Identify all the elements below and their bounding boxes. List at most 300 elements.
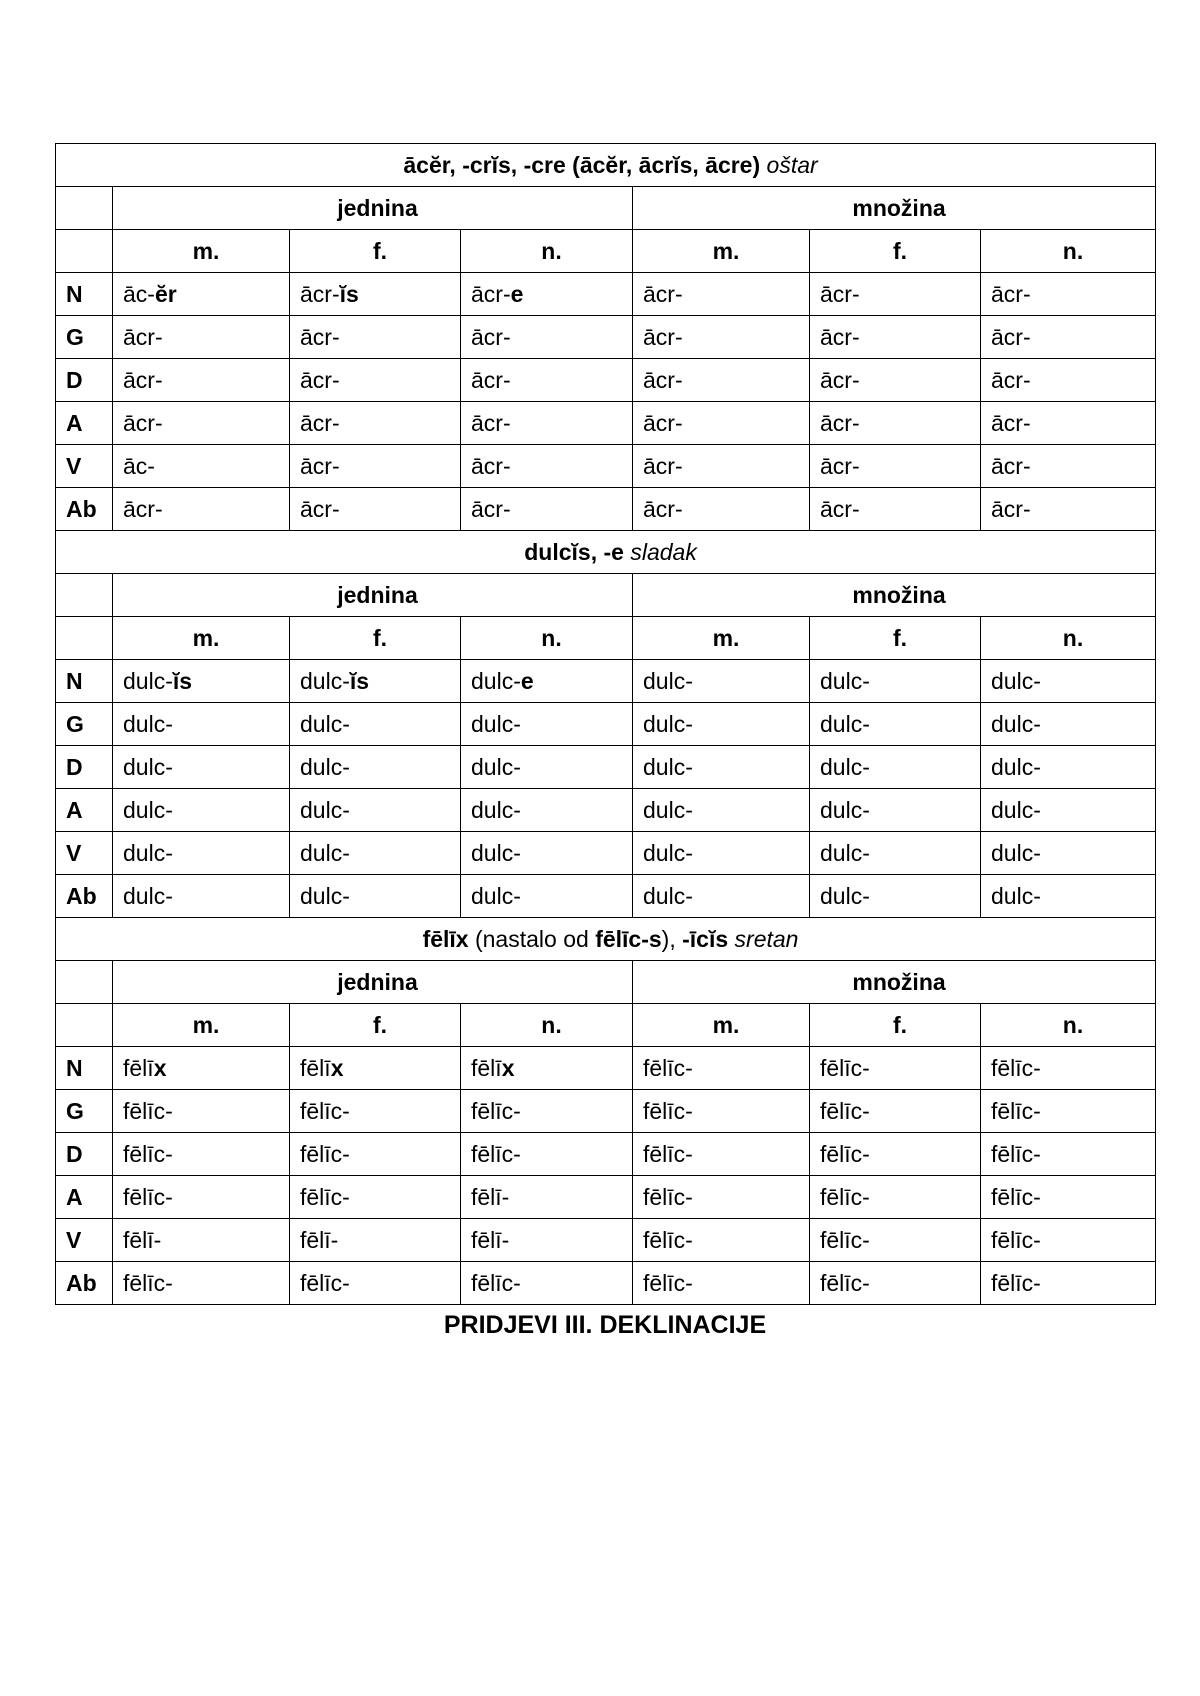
form-cell: [290, 789, 461, 832]
form-cell: [981, 660, 1156, 703]
form-part: fēlīc-: [643, 1269, 693, 1296]
form-part: fēlī-: [300, 1226, 339, 1253]
adjective-title: [56, 531, 1156, 574]
form-part: fēlīc-: [820, 1226, 870, 1253]
gender-header: m.: [633, 617, 810, 660]
form-part: fēlīc-: [471, 1097, 521, 1124]
title-part: fēlīx: [422, 925, 469, 952]
form-cell: [461, 703, 633, 746]
case-label: V: [56, 1219, 113, 1262]
form-part: dulc-: [820, 667, 870, 694]
form-cell: [113, 875, 290, 918]
form-cell: [810, 789, 981, 832]
gender-header: m.: [113, 230, 290, 273]
form-part: ĭs: [172, 667, 193, 694]
form-cell: [290, 1090, 461, 1133]
number-header: množina: [633, 961, 1156, 1004]
gender-header-row: [56, 617, 1156, 660]
case-row: [56, 1262, 1156, 1305]
form-cell: [290, 1047, 461, 1090]
form-cell: [461, 660, 633, 703]
form-cell: [810, 875, 981, 918]
form-cell: [290, 1219, 461, 1262]
form-part: ācr-: [820, 452, 860, 479]
form-cell: [810, 316, 981, 359]
form-part: ācr-: [471, 409, 511, 436]
number-header: jednina: [113, 187, 633, 230]
form-part: ĭs: [349, 667, 370, 694]
page-caption: PRIDJEVI III. DEKLINACIJE: [443, 1311, 767, 1339]
form-part: fēlī-: [123, 1226, 162, 1253]
case-row: [56, 660, 1156, 703]
case-label: A: [56, 402, 113, 445]
form-part: dulc-: [991, 796, 1041, 823]
form-part: fēlī-: [471, 1226, 510, 1253]
form-cell: [633, 402, 810, 445]
form-part: fēlīc-: [820, 1140, 870, 1167]
form-cell: [461, 1176, 633, 1219]
adjective-title: [56, 918, 1156, 961]
title-part: -īcĭs: [682, 925, 735, 952]
block-title-row: [56, 918, 1156, 961]
form-part: dulc-: [123, 753, 173, 780]
gender-header: f.: [810, 230, 981, 273]
gender-header-row: [56, 1004, 1156, 1047]
corner-cell: [56, 187, 113, 230]
form-cell: [290, 875, 461, 918]
corner-cell: [56, 617, 113, 660]
form-cell: [981, 273, 1156, 316]
form-cell: [633, 488, 810, 531]
form-cell: [633, 789, 810, 832]
form-part: dulc-: [471, 839, 521, 866]
case-row: [56, 832, 1156, 875]
case-row: [56, 445, 1156, 488]
number-header: množina: [633, 187, 1156, 230]
document-page: [55, 143, 1155, 1340]
form-cell: [981, 488, 1156, 531]
form-cell: [461, 1090, 633, 1133]
form-cell: [810, 660, 981, 703]
form-part: dulc-: [300, 839, 350, 866]
form-cell: [810, 703, 981, 746]
form-cell: [113, 746, 290, 789]
form-cell: [290, 832, 461, 875]
form-cell: [810, 488, 981, 531]
form-part: ācr-: [643, 366, 683, 393]
gender-header: n.: [981, 1004, 1156, 1047]
form-cell: [810, 1262, 981, 1305]
case-row: [56, 789, 1156, 832]
form-part: dulc-: [300, 753, 350, 780]
form-cell: [981, 1090, 1156, 1133]
form-cell: [633, 703, 810, 746]
form-part: x: [501, 1054, 515, 1081]
form-part: ācr-: [471, 452, 511, 479]
form-cell: [633, 660, 810, 703]
title-part: fēlīc-s: [595, 925, 662, 952]
form-part: fēlīc-: [300, 1097, 350, 1124]
form-part: dulc-: [820, 710, 870, 737]
form-part: dulc-: [991, 710, 1041, 737]
form-part: dulc-: [643, 753, 693, 780]
form-cell: [981, 1262, 1156, 1305]
form-part: fēlīc-: [820, 1183, 870, 1210]
case-label: G: [56, 703, 113, 746]
form-cell: [461, 488, 633, 531]
form-part: ācr-: [123, 323, 163, 350]
form-part: x: [153, 1054, 167, 1081]
form-cell: [461, 273, 633, 316]
form-cell: [113, 445, 290, 488]
form-cell: [981, 875, 1156, 918]
form-part: fēlīc-: [300, 1269, 350, 1296]
form-cell: [461, 1219, 633, 1262]
form-part: fēlīc-: [991, 1226, 1041, 1253]
gender-header: n.: [461, 230, 633, 273]
form-cell: [113, 832, 290, 875]
form-part: ācr-: [643, 280, 683, 307]
case-label: Ab: [56, 488, 113, 531]
form-part: fēlīc-: [123, 1140, 173, 1167]
form-cell: [113, 1176, 290, 1219]
form-part: ācr-: [123, 366, 163, 393]
block-title-row: [56, 531, 1156, 574]
form-part: fēlīc-: [643, 1183, 693, 1210]
form-cell: [633, 445, 810, 488]
form-cell: [290, 359, 461, 402]
form-part: ācr-: [471, 495, 511, 522]
gender-header: f.: [290, 230, 461, 273]
form-cell: [113, 316, 290, 359]
form-cell: [981, 1219, 1156, 1262]
case-row: [56, 359, 1156, 402]
form-cell: [981, 445, 1156, 488]
form-cell: [113, 1262, 290, 1305]
form-part: fēlī: [471, 1054, 502, 1081]
form-part: ācr-: [471, 323, 511, 350]
form-part: ācr-: [471, 366, 511, 393]
form-part: ācr-: [471, 280, 511, 307]
form-part: fēlīc-: [820, 1054, 870, 1081]
form-part: ācr-: [300, 323, 340, 350]
form-part: fēlīc-: [300, 1183, 350, 1210]
form-part: dulc-: [991, 882, 1041, 909]
form-cell: [633, 316, 810, 359]
form-cell: [981, 402, 1156, 445]
block-title-row: [56, 144, 1156, 187]
form-cell: [113, 789, 290, 832]
form-part: fēlīc-: [991, 1140, 1041, 1167]
form-cell: [113, 703, 290, 746]
form-cell: [810, 445, 981, 488]
form-cell: [810, 1047, 981, 1090]
form-part: dulc-: [643, 796, 693, 823]
form-cell: [810, 1090, 981, 1133]
form-part: dulc-: [643, 839, 693, 866]
form-cell: [290, 445, 461, 488]
form-cell: [461, 359, 633, 402]
form-cell: [461, 402, 633, 445]
form-cell: [633, 1219, 810, 1262]
number-header: jednina: [113, 574, 633, 617]
form-part: fēlīc-: [123, 1269, 173, 1296]
form-part: fēlīc-: [991, 1183, 1041, 1210]
number-header-row: [56, 187, 1156, 230]
case-label: N: [56, 273, 113, 316]
form-part: fēlīc-: [991, 1054, 1041, 1081]
form-part: ācr-: [643, 409, 683, 436]
case-row: [56, 875, 1156, 918]
case-row: [56, 746, 1156, 789]
form-part: e: [510, 280, 524, 307]
form-part: dulc-: [300, 667, 350, 694]
form-cell: [633, 746, 810, 789]
form-part: dulc-: [471, 796, 521, 823]
form-cell: [981, 316, 1156, 359]
gender-header: n.: [461, 1004, 633, 1047]
form-cell: [290, 402, 461, 445]
form-cell: [981, 1133, 1156, 1176]
form-part: dulc-: [643, 710, 693, 737]
form-part: ācr-: [820, 366, 860, 393]
case-row: [56, 316, 1156, 359]
form-cell: [981, 359, 1156, 402]
form-part: fēlīc-: [471, 1269, 521, 1296]
corner-cell: [56, 574, 113, 617]
form-part: ācr-: [820, 409, 860, 436]
form-cell: [633, 832, 810, 875]
form-part: ācr-: [991, 495, 1031, 522]
form-cell: [290, 273, 461, 316]
case-row: [56, 1133, 1156, 1176]
form-cell: [113, 1090, 290, 1133]
case-label: D: [56, 746, 113, 789]
form-cell: [810, 1219, 981, 1262]
form-part: ācr-: [991, 280, 1031, 307]
form-cell: [461, 832, 633, 875]
form-cell: [113, 359, 290, 402]
form-cell: [810, 1133, 981, 1176]
declension-table-body: [56, 144, 1156, 1305]
form-part: ācr-: [991, 409, 1031, 436]
form-part: dulc-: [820, 753, 870, 780]
title-part: ācĕr, -crĭs, -cre (ācĕr, ācrĭs, ācre): [403, 151, 767, 178]
case-label: N: [56, 1047, 113, 1090]
form-cell: [461, 875, 633, 918]
form-part: ācr-: [123, 409, 163, 436]
form-part: fēlīc-: [643, 1054, 693, 1081]
form-cell: [633, 1176, 810, 1219]
form-part: dulc-: [123, 796, 173, 823]
gender-header: f.: [290, 1004, 461, 1047]
case-label: D: [56, 359, 113, 402]
form-cell: [290, 746, 461, 789]
form-part: fēlīc-: [123, 1097, 173, 1124]
case-row: [56, 488, 1156, 531]
title-part: (nastalo od: [468, 925, 596, 952]
form-part: dulc-: [991, 839, 1041, 866]
case-row: [56, 1176, 1156, 1219]
form-part: fēlīc-: [643, 1097, 693, 1124]
form-part: ācr-: [300, 452, 340, 479]
form-part: dulc-: [643, 882, 693, 909]
corner-cell: [56, 1004, 113, 1047]
form-part: ācr-: [643, 495, 683, 522]
form-part: dulc-: [471, 667, 521, 694]
form-part: dulc-: [820, 839, 870, 866]
case-row: [56, 1047, 1156, 1090]
form-part: ācr-: [991, 366, 1031, 393]
gender-header: f.: [290, 617, 461, 660]
form-part: ācr-: [820, 323, 860, 350]
title-part: oštar: [766, 151, 818, 178]
form-part: ĕr: [154, 280, 177, 307]
gender-header: f.: [810, 617, 981, 660]
form-cell: [981, 832, 1156, 875]
form-cell: [113, 402, 290, 445]
form-cell: [461, 1133, 633, 1176]
form-part: ācr-: [643, 323, 683, 350]
form-cell: [290, 660, 461, 703]
form-part: ācr-: [991, 452, 1031, 479]
form-part: fēlīc-: [820, 1097, 870, 1124]
form-cell: [981, 703, 1156, 746]
corner-cell: [56, 961, 113, 1004]
form-cell: [981, 1047, 1156, 1090]
form-cell: [810, 273, 981, 316]
form-part: ācr-: [300, 495, 340, 522]
form-part: ācr-: [300, 280, 340, 307]
form-cell: [461, 1047, 633, 1090]
form-cell: [290, 488, 461, 531]
form-cell: [461, 316, 633, 359]
number-header: jednina: [113, 961, 633, 1004]
form-cell: [633, 875, 810, 918]
form-part: ācr-: [123, 495, 163, 522]
case-row: [56, 1090, 1156, 1133]
form-part: dulc-: [471, 753, 521, 780]
form-part: fēlīc-: [300, 1140, 350, 1167]
case-label: G: [56, 1090, 113, 1133]
case-label: Ab: [56, 1262, 113, 1305]
gender-header: n.: [981, 230, 1156, 273]
form-part: fēlī-: [471, 1183, 510, 1210]
form-part: fēlīc-: [643, 1226, 693, 1253]
number-header-row: [56, 574, 1156, 617]
case-row: [56, 402, 1156, 445]
form-cell: [633, 1262, 810, 1305]
form-part: dulc-: [820, 796, 870, 823]
case-row: [56, 703, 1156, 746]
form-cell: [461, 746, 633, 789]
number-header: množina: [633, 574, 1156, 617]
form-cell: [633, 1133, 810, 1176]
form-cell: [810, 746, 981, 789]
form-part: ācr-: [991, 323, 1031, 350]
corner-cell: [56, 230, 113, 273]
number-header-row: [56, 961, 1156, 1004]
gender-header: n.: [981, 617, 1156, 660]
gender-header-row: [56, 230, 1156, 273]
form-part: dulc-: [820, 882, 870, 909]
form-cell: [633, 1090, 810, 1133]
form-part: fēlīc-: [471, 1140, 521, 1167]
form-cell: [633, 273, 810, 316]
form-cell: [113, 1047, 290, 1090]
case-row: [56, 1219, 1156, 1262]
form-cell: [113, 273, 290, 316]
gender-header: m.: [113, 617, 290, 660]
form-cell: [633, 359, 810, 402]
case-label: A: [56, 1176, 113, 1219]
form-part: dulc-: [300, 710, 350, 737]
form-cell: [290, 703, 461, 746]
case-label: V: [56, 832, 113, 875]
form-part: x: [330, 1054, 344, 1081]
form-part: āc-: [123, 280, 155, 307]
form-part: dulc-: [471, 710, 521, 737]
title-part: dulcĭs, -e: [524, 538, 631, 565]
form-cell: [981, 789, 1156, 832]
form-part: ācr-: [300, 366, 340, 393]
form-part: fēlī: [123, 1054, 154, 1081]
form-cell: [810, 402, 981, 445]
case-label: V: [56, 445, 113, 488]
form-cell: [461, 789, 633, 832]
form-part: ācr-: [820, 495, 860, 522]
form-part: dulc-: [123, 882, 173, 909]
form-part: fēlīc-: [643, 1140, 693, 1167]
case-label: Ab: [56, 875, 113, 918]
form-part: āc-: [123, 452, 155, 479]
form-cell: [290, 1262, 461, 1305]
form-part: dulc-: [123, 839, 173, 866]
form-cell: [113, 1133, 290, 1176]
gender-header: m.: [633, 230, 810, 273]
form-cell: [113, 660, 290, 703]
case-label: D: [56, 1133, 113, 1176]
form-part: fēlīc-: [123, 1183, 173, 1210]
form-cell: [290, 1133, 461, 1176]
form-part: dulc-: [123, 710, 173, 737]
form-cell: [290, 1176, 461, 1219]
form-part: dulc-: [991, 753, 1041, 780]
form-cell: [290, 316, 461, 359]
form-cell: [810, 359, 981, 402]
form-cell: [810, 832, 981, 875]
case-label: G: [56, 316, 113, 359]
form-cell: [113, 1219, 290, 1262]
form-part: ĭs: [339, 280, 359, 307]
form-part: fēlīc-: [991, 1269, 1041, 1296]
title-part: ),: [661, 925, 683, 952]
form-cell: [633, 1047, 810, 1090]
form-cell: [981, 746, 1156, 789]
gender-header: n.: [461, 617, 633, 660]
form-part: fēlī: [300, 1054, 331, 1081]
form-part: dulc-: [123, 667, 173, 694]
form-cell: [113, 488, 290, 531]
declension-table: [55, 143, 1156, 1305]
gender-header: f.: [810, 1004, 981, 1047]
gender-header: m.: [113, 1004, 290, 1047]
form-cell: [981, 1176, 1156, 1219]
form-part: dulc-: [991, 667, 1041, 694]
form-part: dulc-: [300, 882, 350, 909]
case-label: N: [56, 660, 113, 703]
adjective-title: [56, 144, 1156, 187]
